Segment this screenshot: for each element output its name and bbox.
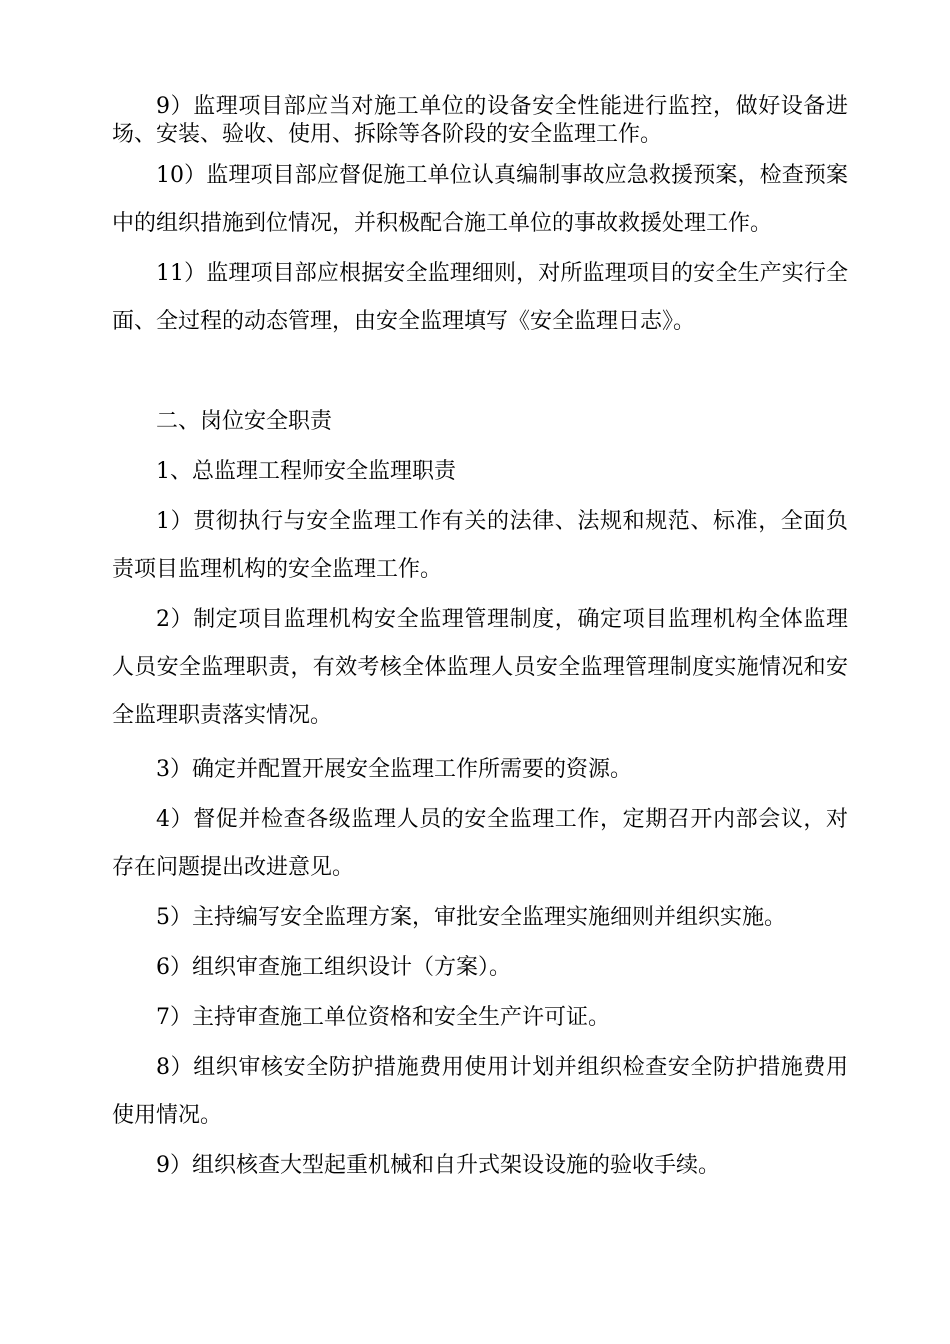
subsection-heading-chief-engineer: 1、总监理工程师安全监理职责 — [156, 459, 456, 484]
paragraph-duty-6: 6）组织审查施工组织设计（方案）。 — [156, 955, 511, 980]
paragraph-duty-7: 7）主持审查施工单位资格和安全生产许可证。 — [156, 1005, 610, 1030]
paragraph-item-10-emergency-plan: 10）监理项目部应督促施工单位认真编制事故应急救援预案，检查预案中的组织措施到位情况，并积极配合施工单位的事故救援处理工作。 — [112, 163, 848, 236]
section-heading-post-duties: 二、岗位安全职责 — [156, 409, 333, 434]
paragraph-duty-1: 1）贯彻执行与安全监理工作有关的法律、法规和规范、标准，全面负责项目监理机构的安全监理工作。 — [112, 509, 848, 582]
paragraph-duty-8: 8）组织审核安全防护措施费用使用计划并组织检查安全防护措施费用使用情况。 — [112, 1055, 848, 1128]
paragraph-duty-3: 3）确定并配置开展安全监理工作所需要的资源。 — [156, 757, 632, 782]
paragraph-item-11-dynamic-management: 11）监理项目部应根据安全监理细则，对所监理项目的安全生产实行全面、全过程的动态管理，由安全监理填写《安全监理日志》。 — [112, 261, 848, 334]
paragraph-duty-9: 9）组织核查大型起重机械和自升式架设设施的验收手续。 — [156, 1153, 720, 1178]
paragraph-duty-4: 4）督促并检查各级监理人员的安全监理工作，定期召开内部会议，对存在问题提出改进意见。 — [112, 807, 848, 880]
paragraph-duty-2: 2）制定项目监理机构安全监理管理制度，确定项目监理机构全体监理人员安全监理职责，有效考核全体监理人员安全监理管理制度实施情况和安全监理职责落实情况。 — [112, 607, 848, 728]
paragraph-duty-5: 5）主持编写安全监理方案，审批安全监理实施细则并组织实施。 — [156, 905, 786, 930]
paragraph-item-9-equipment: 9）监理项目部应当对施工单位的设备安全性能进行监控，做好设备进场、安装、验收、使用、拆除等各阶段的安全监理工作。 — [112, 94, 848, 147]
